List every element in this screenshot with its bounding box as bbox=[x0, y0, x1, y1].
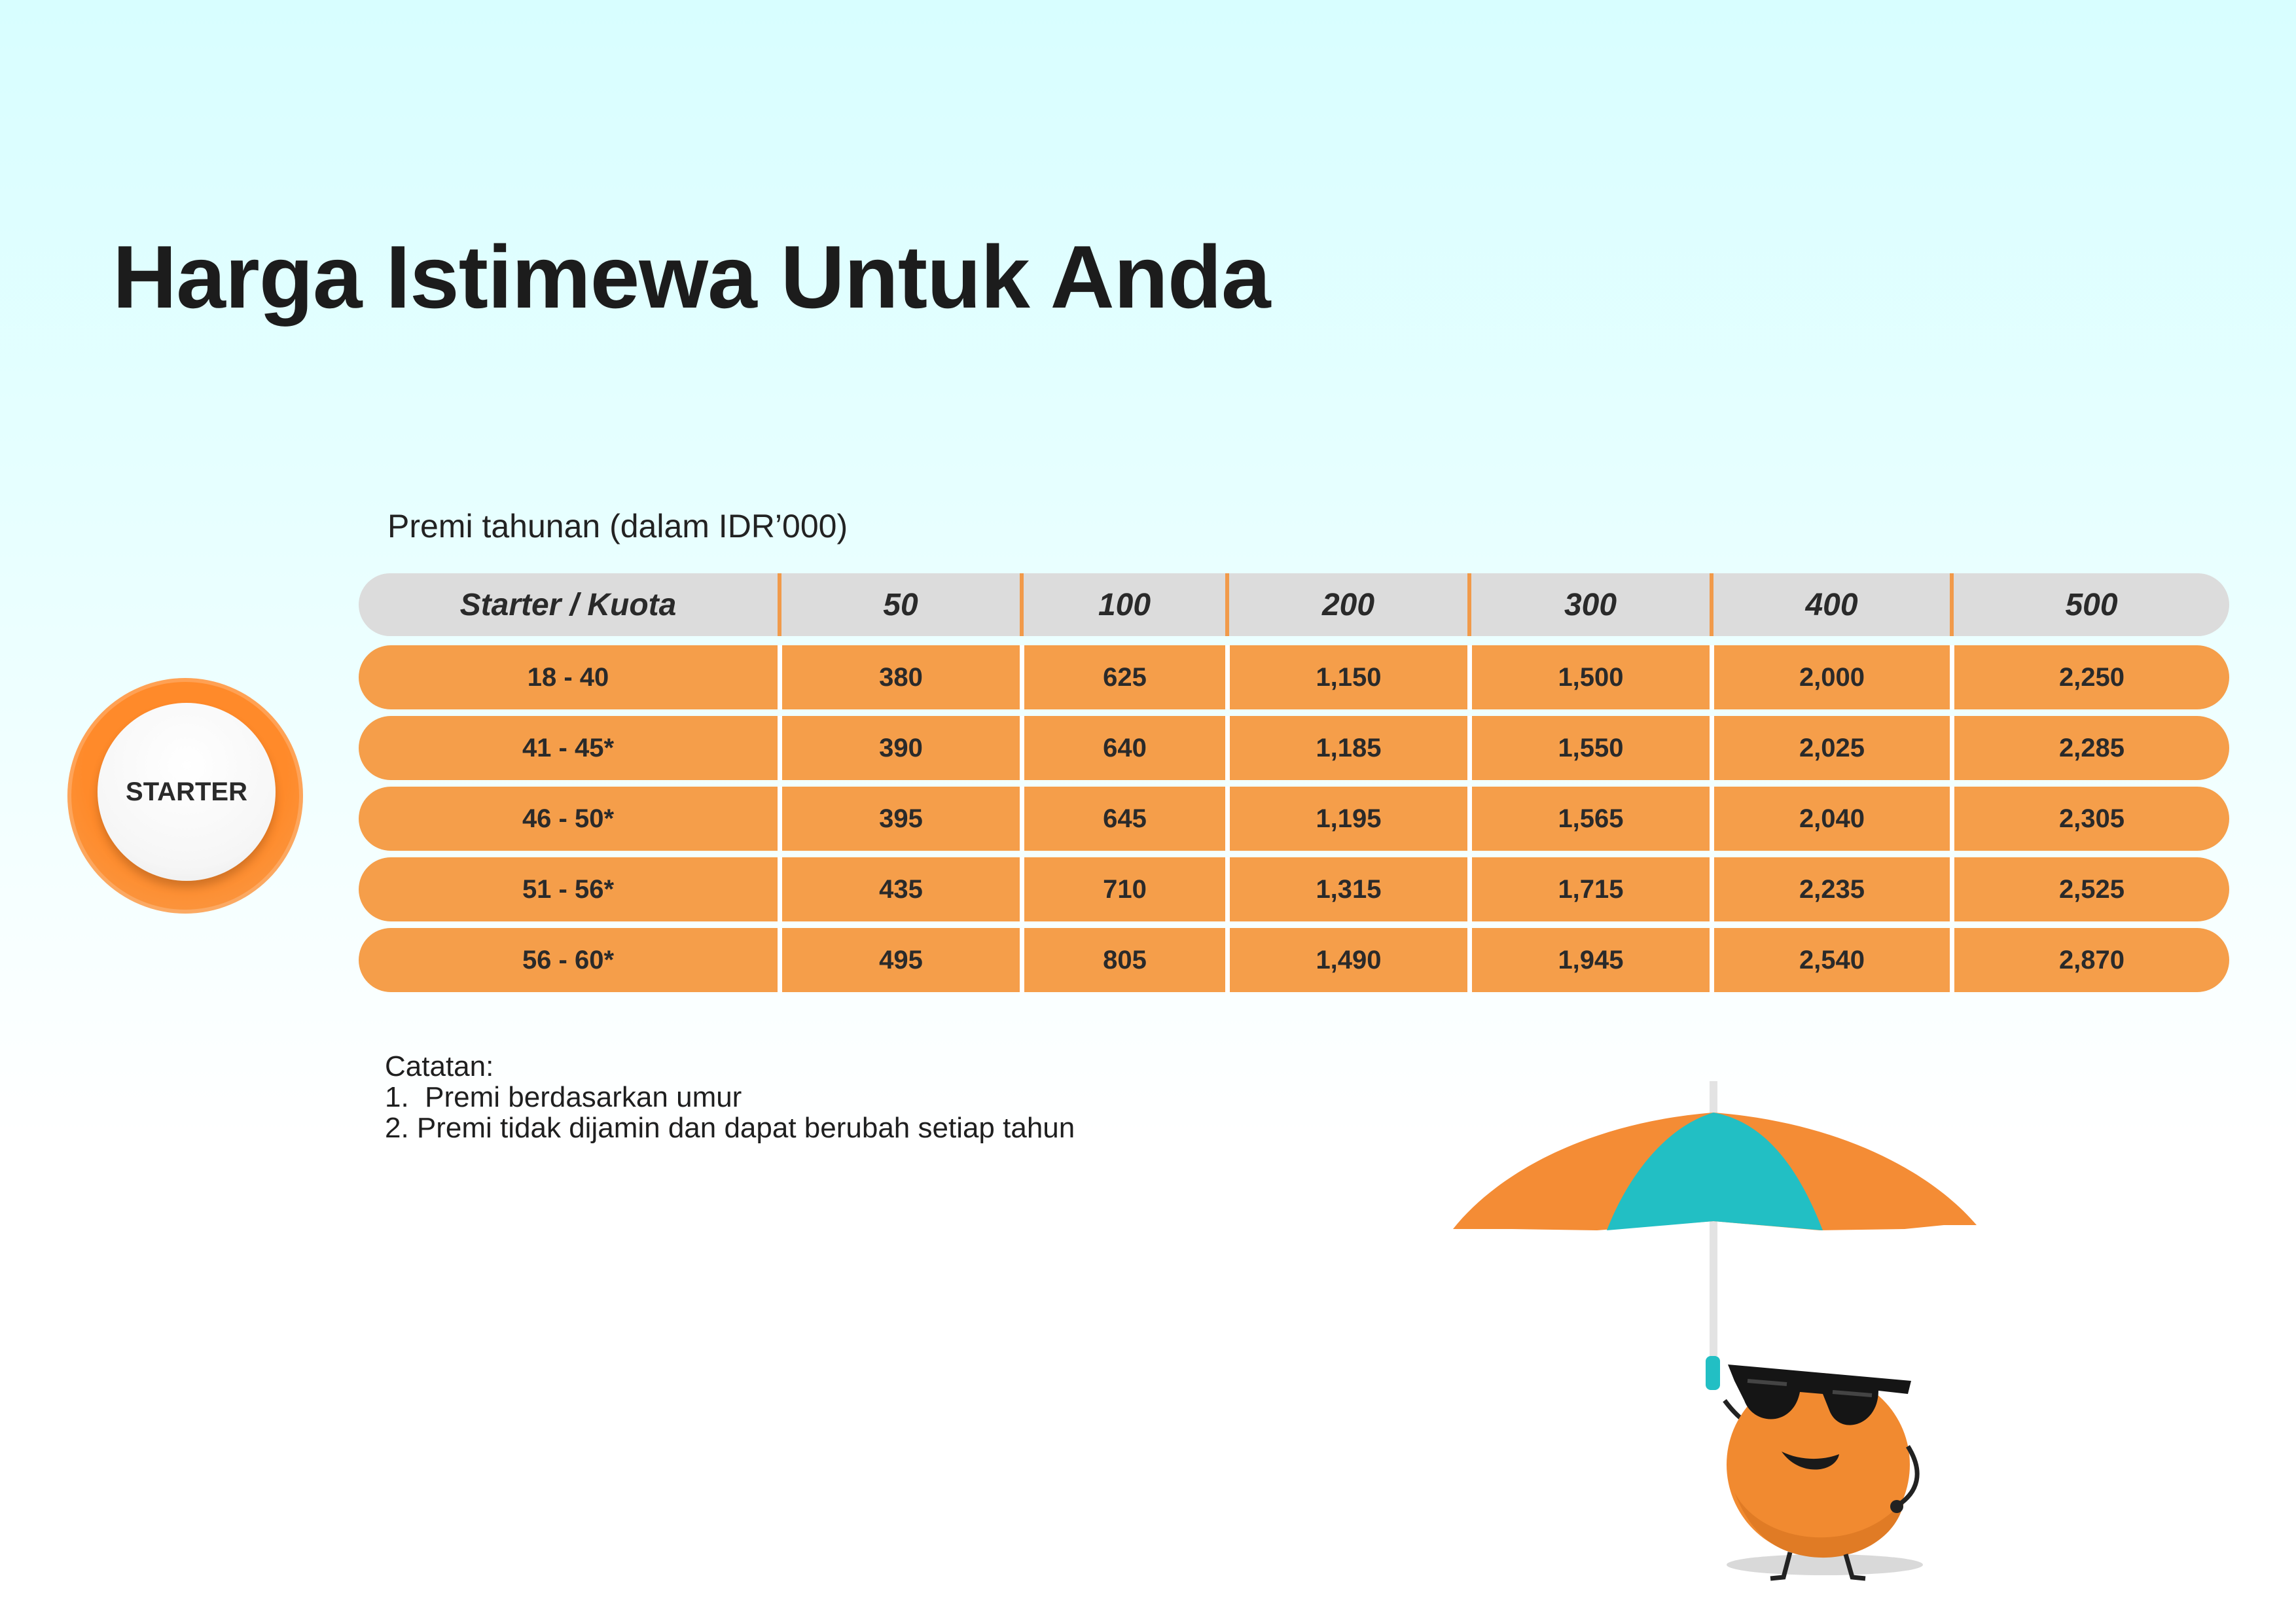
table-row bbox=[359, 928, 2229, 992]
notes-heading: Catatan: bbox=[385, 1050, 494, 1082]
table-cell: 1,715 bbox=[1467, 857, 1710, 921]
table-cell: 390 bbox=[778, 716, 1020, 780]
note-item: 2. Premi tidak dijamin dan dapat berubah setiap tahun bbox=[385, 1112, 1075, 1144]
table-header-cell: 300 bbox=[1467, 573, 1710, 636]
table-cell-age: 51 - 56* bbox=[522, 874, 615, 904]
table-cell: 2,305 bbox=[1950, 787, 2229, 851]
table-cell-age: 41 - 45* bbox=[522, 733, 615, 762]
starter-badge bbox=[67, 678, 303, 914]
page-title: Harga Istimewa Untuk Anda bbox=[113, 227, 1270, 327]
premium-table bbox=[359, 573, 2229, 999]
table-cell: 710 bbox=[1020, 857, 1225, 921]
table-cell: 2,250 bbox=[1950, 645, 2229, 709]
table-cell: 625 bbox=[1020, 645, 1225, 709]
table-cell: 1,550 bbox=[1467, 716, 1710, 780]
table-cell: 2,040 bbox=[1710, 787, 1950, 851]
table-header-cell: 400 bbox=[1710, 573, 1950, 636]
table-cell: 495 bbox=[778, 928, 1020, 992]
table-row bbox=[359, 645, 2229, 709]
table-cell: 2,870 bbox=[1950, 928, 2229, 992]
note-item: 1. Premi berdasarkan umur bbox=[385, 1081, 742, 1113]
table-caption: Premi tahunan (dalam IDR’000) bbox=[387, 508, 848, 544]
starter-badge-label: STARTER bbox=[126, 777, 247, 806]
table-cell: 1,500 bbox=[1467, 645, 1710, 709]
table-cell: 645 bbox=[1020, 787, 1225, 851]
table-header-cell: Starter / Kuota bbox=[459, 587, 677, 622]
table-cell: 1,315 bbox=[1225, 857, 1467, 921]
table-cell: 1,150 bbox=[1225, 645, 1467, 709]
table-cell: 1,490 bbox=[1225, 928, 1467, 992]
notes bbox=[385, 1051, 1075, 1143]
table-header-cell: 50 bbox=[778, 573, 1020, 636]
table-cell: 2,235 bbox=[1710, 857, 1950, 921]
table-cell-age: 18 - 40 bbox=[527, 662, 609, 692]
starter-badge-inner bbox=[98, 703, 276, 881]
table-cell-age: 56 - 60* bbox=[522, 945, 615, 974]
table-cell: 1,185 bbox=[1225, 716, 1467, 780]
table-cell: 2,025 bbox=[1710, 716, 1950, 780]
table-row bbox=[359, 787, 2229, 851]
table-header-cell: 100 bbox=[1020, 573, 1225, 636]
table-row bbox=[359, 857, 2229, 921]
orange-mascot-umbrella-icon bbox=[1446, 1073, 1983, 1584]
table-cell: 395 bbox=[778, 787, 1020, 851]
table-cell: 2,285 bbox=[1950, 716, 2229, 780]
table-header-cell: 500 bbox=[1950, 573, 2229, 636]
table-cell: 435 bbox=[778, 857, 1020, 921]
table-row bbox=[359, 716, 2229, 780]
table-cell: 2,525 bbox=[1950, 857, 2229, 921]
table-header-row bbox=[359, 573, 2229, 636]
table-cell: 2,000 bbox=[1710, 645, 1950, 709]
table-cell: 380 bbox=[778, 645, 1020, 709]
table-cell: 2,540 bbox=[1710, 928, 1950, 992]
table-header-cell: 200 bbox=[1225, 573, 1467, 636]
table-cell: 805 bbox=[1020, 928, 1225, 992]
table-cell: 640 bbox=[1020, 716, 1225, 780]
table-cell: 1,945 bbox=[1467, 928, 1710, 992]
table-cell-age: 46 - 50* bbox=[522, 804, 615, 833]
table-cell: 1,195 bbox=[1225, 787, 1467, 851]
table-cell: 1,565 bbox=[1467, 787, 1710, 851]
